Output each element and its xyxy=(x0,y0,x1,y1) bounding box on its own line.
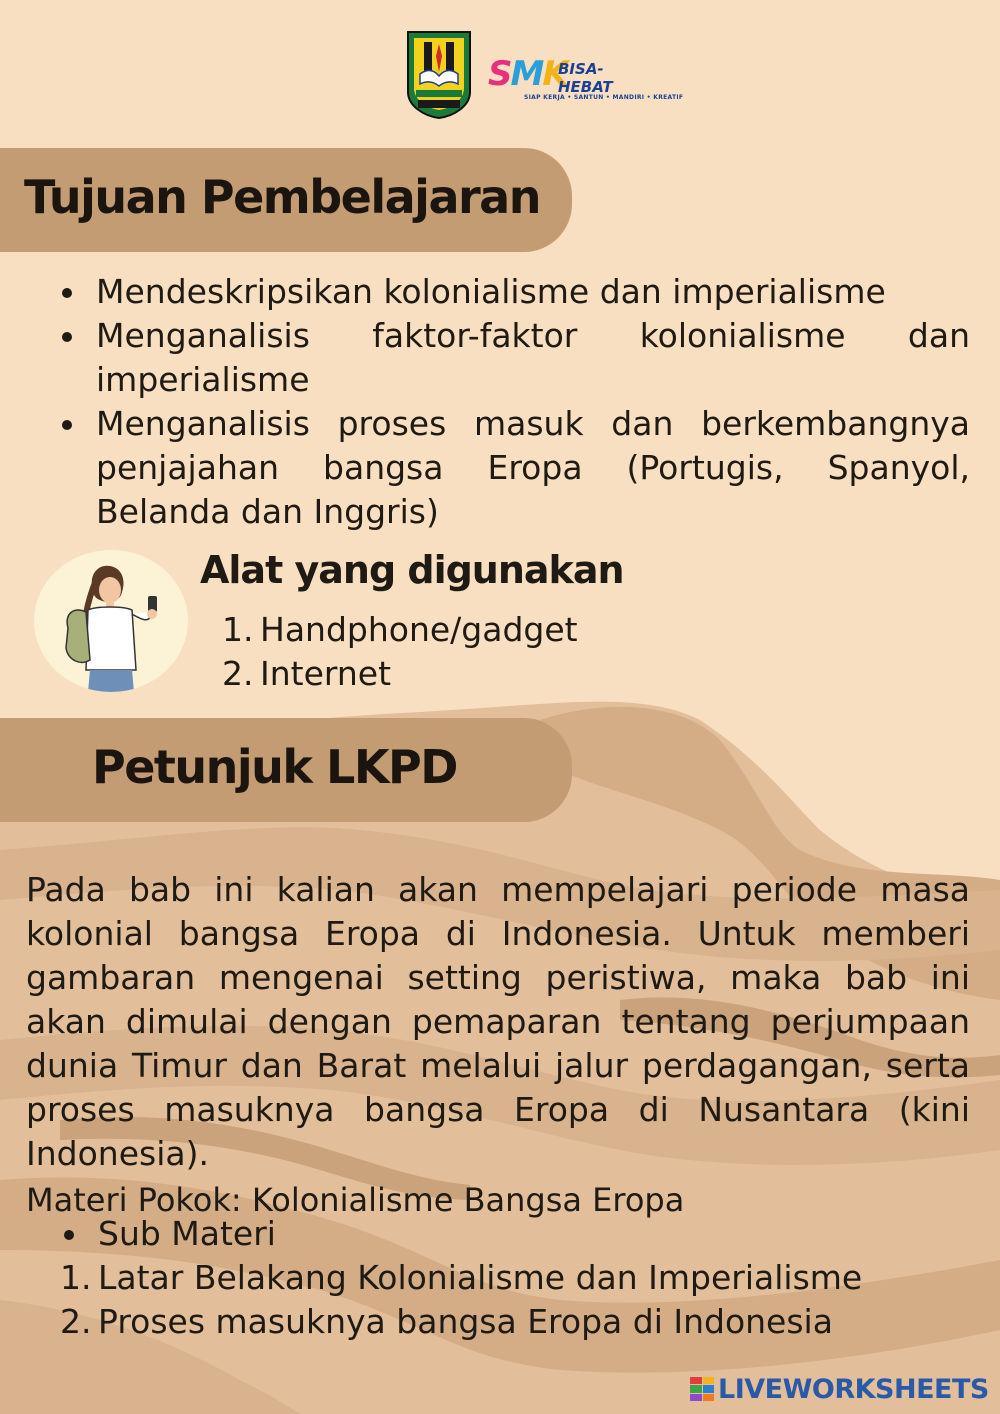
sub-topic-heading: Sub Materi xyxy=(60,1212,276,1256)
main-topic: Materi Pokok: Kolonialisme Bangsa Eropa xyxy=(26,1181,685,1219)
objective-item: Mendeskripsikan kolonialisme dan imperialisme xyxy=(60,270,970,314)
objective-item: Menganalisis proses masuk dan berkembangnya penjajahan bangsa Eropa (Portugis, Spanyol, Belanda dan Inggris) xyxy=(60,402,970,534)
smk-brand: SMK xyxy=(488,54,567,94)
sub-topic-item xyxy=(60,1256,862,1300)
tools-title: Alat yang digunakan xyxy=(200,548,624,592)
smk-tagline: BISA-HEBAT xyxy=(558,60,613,96)
tool-item xyxy=(222,652,578,696)
tool-label: Internet xyxy=(260,654,392,693)
liveworksheets-watermark xyxy=(690,1372,989,1406)
section-title-objectives: Tujuan Pembelajaran xyxy=(24,170,540,224)
instruction-paragraph: Pada bab ini kalian akan mempelajari periode masa kolonial bangsa Eropa di Indonesia. Untuk memberi gambaran mengenai setting peristiwa, maka bab ini akan dimulai dengan pemaparan tentang perjumpaan dunia Timur dan Barat melalui jalur perdagangan, serta proses masuknya bangsa Eropa di Nusantara (kini Indonesia). xyxy=(26,870,970,1173)
liveworksheets-icon xyxy=(690,1377,714,1401)
sub-topic-number: 1. xyxy=(60,1258,92,1297)
tool-number: 2. xyxy=(222,654,254,693)
sub-topic-number: 2. xyxy=(60,1302,92,1341)
tools-list xyxy=(222,608,578,696)
section-title-instructions: Petunjuk LKPD xyxy=(92,740,457,794)
smk-bisa-hebat-logo xyxy=(488,54,684,110)
sub-topic-item xyxy=(60,1300,862,1344)
sub-topic-label: Proses masuknya bangsa Eropa di Indonesia xyxy=(98,1302,833,1341)
objective-item: Menganalisis faktor-faktor kolonialisme dan imperialisme xyxy=(60,314,970,402)
student-illustration xyxy=(34,550,188,692)
sub-topic-list xyxy=(60,1256,862,1344)
school-crest-logo xyxy=(404,28,474,120)
sub-topic-label: Latar Belakang Kolonialisme dan Imperialisme xyxy=(98,1258,863,1297)
section-header-objectives xyxy=(0,148,572,252)
objectives-list xyxy=(60,270,970,534)
section-header-instructions xyxy=(0,718,572,822)
tool-item xyxy=(222,608,578,652)
tool-label: Handphone/gadget xyxy=(260,610,578,649)
smk-subline: SIAP KERJA • SANTUN • MANDIRI • KREATIF xyxy=(524,94,684,101)
tool-number: 1. xyxy=(222,610,254,649)
watermark-text: LIVEWORKSHEETS xyxy=(718,1373,989,1405)
